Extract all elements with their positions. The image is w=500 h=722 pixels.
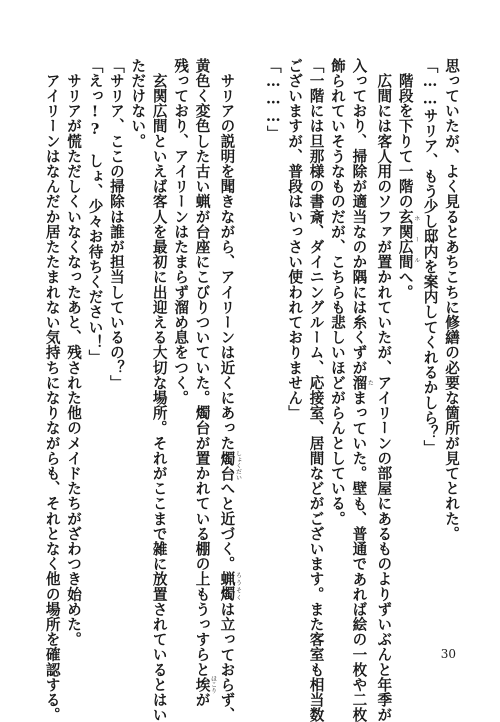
ruby-base: 玄関広間 <box>396 209 414 270</box>
ruby-annotation <box>218 571 242 602</box>
ruby-annotation <box>193 675 217 694</box>
text-line <box>41 58 62 722</box>
ruby-base: 埃 <box>193 675 211 694</box>
text-segment: 「サリア、ここの掃除は誰が担当しているの？」 <box>107 58 125 391</box>
text-segment: 黄色く変色した古い蝋が台座にこびりついていた。燭台が置かれている棚の上もうっすらと <box>193 58 211 678</box>
text-segment: ただけない。 <box>129 58 147 149</box>
text-segment: 「……サリア、もう少し邸内を案内してくれるかしら？」 <box>421 58 439 456</box>
ruby-annotation <box>218 450 242 481</box>
ruby-base: 溜 <box>350 375 368 391</box>
text-segment: まっていた。壁も、普通であれば絵の一枚や二枚 <box>350 390 368 722</box>
text-line <box>127 58 148 618</box>
text-segment: 思っていたが、よく見るとあちこちに修繕の必要な箇所が見てとれた。 <box>443 58 460 542</box>
text-segment: サリアの説明を聞きながら、アイリーンは近くにあった <box>218 58 236 451</box>
text-segment: 飾られていそうなものだが、こちらも悲しいほどがらんとしている。 <box>328 58 346 527</box>
text-segment: 「えっ!? しょ、少々お待ちください！」 <box>86 58 104 365</box>
text-segment: 玄関広間といえば客人を最初に出迎える大切な場所。それがここまで雑に放置されているとはい <box>150 58 168 722</box>
text-segment: は立っておらず、 <box>218 601 236 722</box>
text-line <box>394 58 419 618</box>
text-line <box>441 58 462 618</box>
text-line <box>106 58 127 618</box>
ruby-reading: ろうそく <box>234 571 242 602</box>
text-line <box>348 58 374 722</box>
text-line <box>262 58 283 618</box>
ruby-base: 蝋燭 <box>218 571 236 602</box>
text-segment: へ。 <box>396 269 414 300</box>
ruby-reading: ホール <box>412 209 420 270</box>
text-line <box>373 58 394 722</box>
text-segment: 「一階には旦那様の書斎、ダイニングルーム、応接室、居間などがございます。また客室も相当数 <box>307 58 325 722</box>
text-segment: が <box>193 692 211 708</box>
text-segment: 階段を下りて一階の <box>396 58 414 209</box>
text-line <box>148 58 169 722</box>
text-line <box>305 58 326 722</box>
text-segment: へと近づく。 <box>218 480 236 572</box>
text-segment: アイリーンはなんだか居たたまれない気持ちになりながらも、それとなく他の場所を確認する。 <box>43 58 61 722</box>
ruby-annotation <box>350 375 374 391</box>
text-line <box>84 58 105 618</box>
text-segment: 残っており、アイリーンはたまらず溜め息をつく。 <box>172 58 190 406</box>
text-line <box>327 58 348 618</box>
text-segment: ございますが、普段はいっさい使われておりません」 <box>286 58 304 421</box>
ruby-base: 燭台 <box>218 450 236 481</box>
ruby-reading: ほこり <box>209 675 217 694</box>
ruby-reading: しょくだい <box>234 450 242 481</box>
page-number: 30 <box>440 647 456 661</box>
text-segment: サリアが慌ただしくいなくなったあと、残された他のメイドたちがざわつき始めた。 <box>65 58 83 647</box>
text-line <box>63 58 84 647</box>
text-segment: 広間には客人用のソファが置かれていたが、アイリーンの部屋にあるものよりずいぶんと年季が <box>375 58 393 722</box>
ruby-reading: た <box>366 375 374 391</box>
text-segment: 入っており、掃除が適当なのか隅には糸くずが <box>350 58 368 376</box>
text-segment: 「………」 <box>264 58 282 141</box>
text-line <box>216 58 242 722</box>
text-line <box>191 58 217 708</box>
ruby-annotation <box>396 209 420 270</box>
text-line <box>419 58 440 618</box>
text-line <box>284 58 305 618</box>
text-line <box>170 58 191 618</box>
